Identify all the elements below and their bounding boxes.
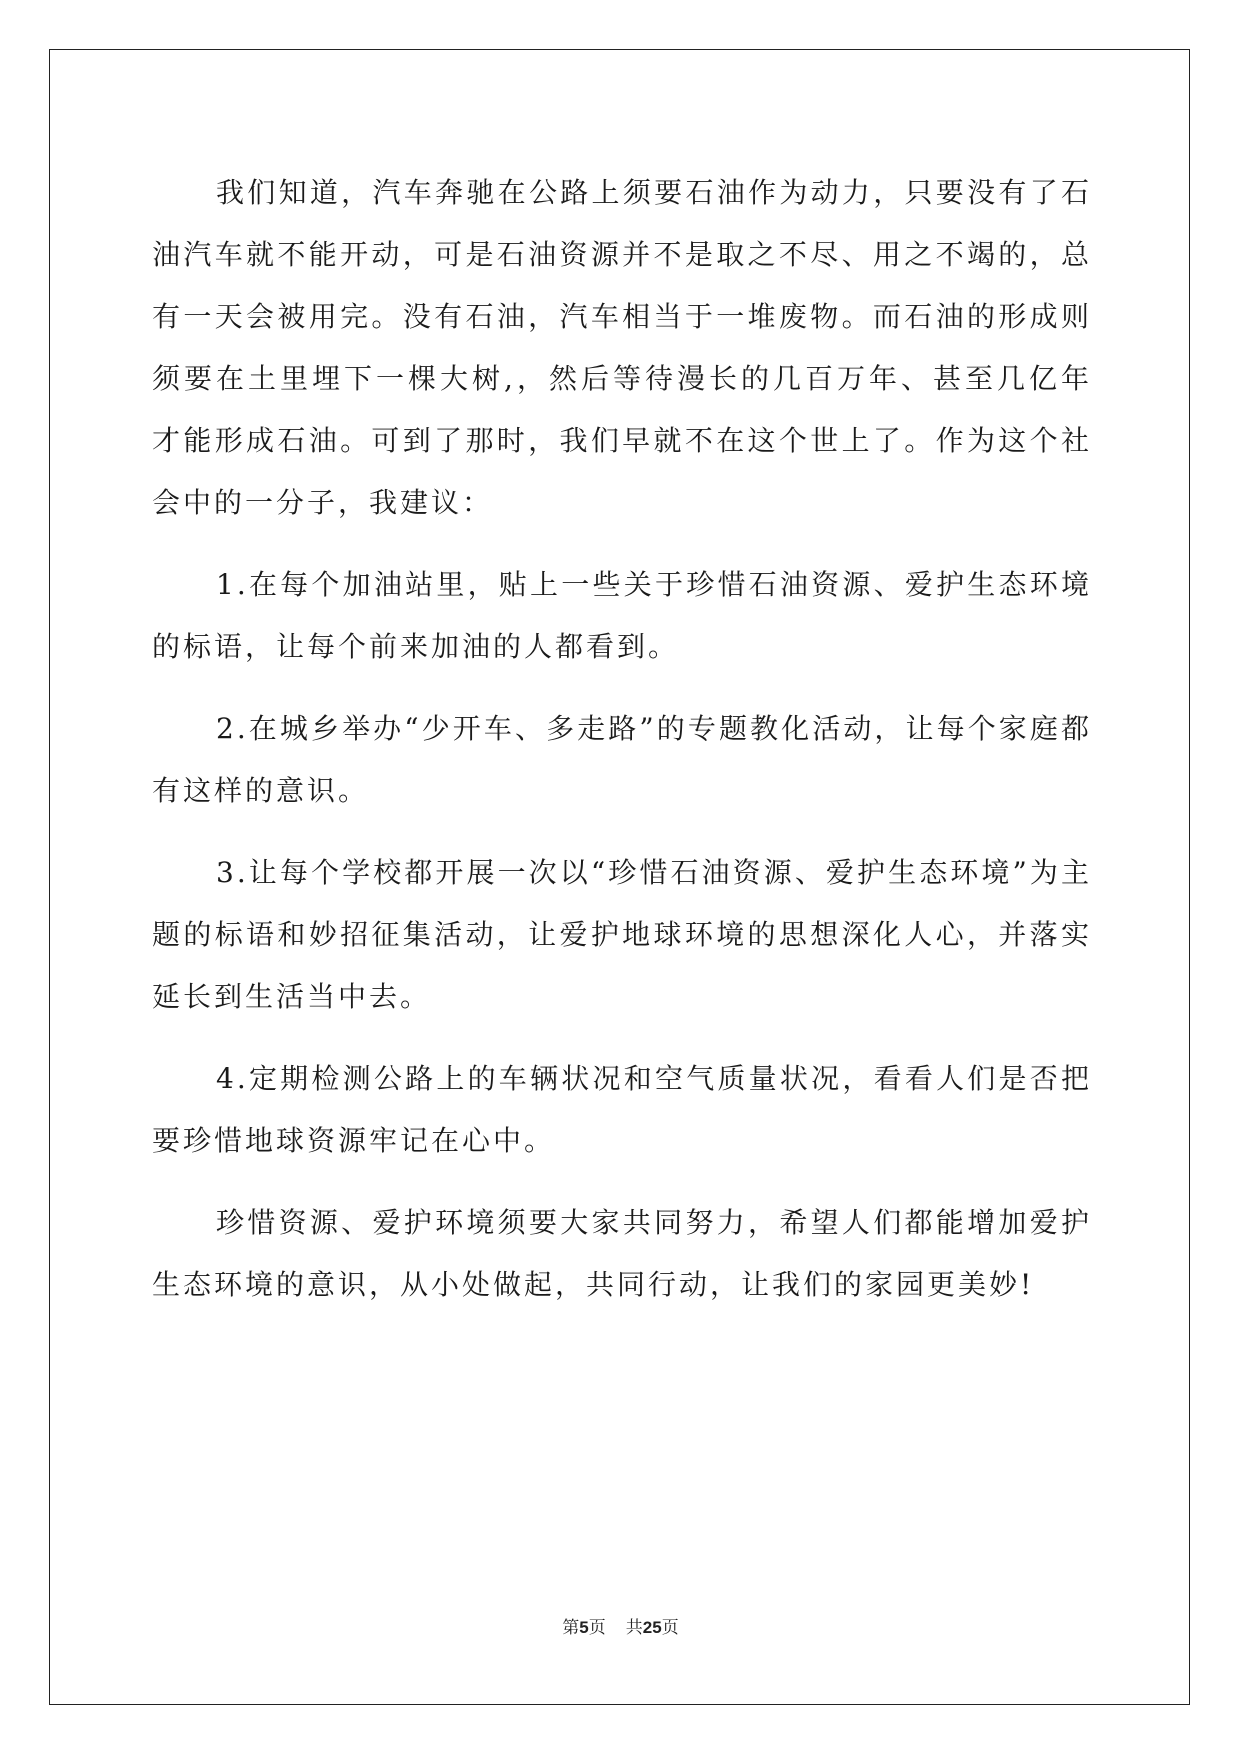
document-body	[152, 162, 1092, 1336]
paragraph-suggestion-1: 1.在每个加油站里，贴上一些关于珍惜石油资源、爱护生态环境的标语，让每个前来加油的人都看到。	[152, 568, 1092, 663]
page-number: 5	[579, 1618, 589, 1637]
page-footer	[0, 1613, 1241, 1638]
paragraph-suggestion-2: 2.在城乡举办“少开车、多走路”的专题教化活动，让每个家庭都有这样的意识。	[152, 712, 1092, 807]
total-prefix: 共	[625, 1618, 643, 1638]
paragraph-conclusion: 珍惜资源、爱护环境须要大家共同努力，希望人们都能增加爱护生态环境的意识，从小处做起，共同行动，让我们的家园更美妙!	[152, 1206, 1092, 1301]
page-suffix: 页	[588, 1618, 606, 1638]
total-pages: 25	[642, 1618, 662, 1637]
paragraph-suggestion-4: 4.定期检测公路上的车辆状况和空气质量状况，看看人们是否把要珍惜地球资源牢记在心中。	[152, 1062, 1092, 1157]
total-suffix: 页	[661, 1618, 679, 1638]
paragraph-intro: 我们知道，汽车奔驰在公路上须要石油作为动力，只要没有了石油汽车就不能开动，可是石油资源并不是取之不尽、用之不竭的，总有一天会被用完。没有石油，汽车相当于一堆废物。而石油的形成则须要在土里埋下一棵大树,，然后等待漫长的几百万年、甚至几亿年才能形成石油。可到了那时，我们早就不在这个世上了。作为这个社会中的一分子，我建议：	[152, 176, 1092, 519]
paragraph-suggestion-3: 3.让每个学校都开展一次以“珍惜石油资源、爱护生态环境”为主题的标语和妙招征集活动，让爱护地球环境的思想深化人心，并落实延长到生活当中去。	[152, 856, 1092, 1013]
page-prefix: 第	[562, 1618, 580, 1638]
